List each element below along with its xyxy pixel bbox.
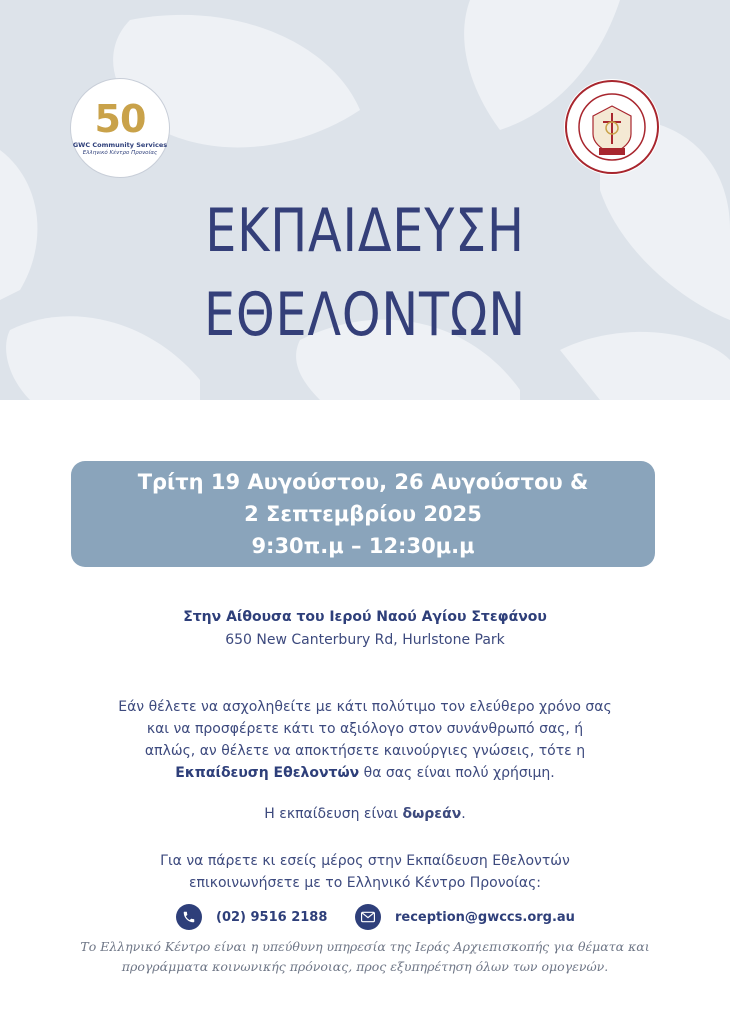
title-line-2: ΕΘΕΛΟΝΤΩΝ: [204, 280, 526, 350]
free-bold: δωρεάν: [402, 806, 462, 822]
intro-line: Εάν θέλετε να ασχοληθείτε με κάτι πολύτιμο τον ελεύθερο χρόνο σας: [118, 699, 612, 715]
intro-line-rest: θα σας είναι πολύ χρήσιμη.: [359, 765, 555, 781]
venue-address: 650 New Canterbury Rd, Hurlstone Park: [225, 632, 505, 648]
logo-org-name: GWC Community Services: [72, 141, 168, 149]
free-prefix: Η εκπαίδευση είναι: [264, 806, 403, 822]
logo-org-greek: Ελληνικό Κέντρο Προνοίας: [82, 150, 158, 156]
dates-line-2: 2 Σεπτεμβρίου 2025: [244, 502, 482, 526]
join-paragraph: [70, 850, 660, 894]
event-dates-box: [71, 461, 655, 567]
footer-line: προγράμματα κοινωνικής πρόνοιας, προς εξυπηρέτηση όλων των ομογενών.: [121, 959, 609, 974]
archdiocese-seal-logo: [563, 78, 661, 176]
intro-line: [70, 762, 660, 784]
intro-line: απλώς, αν θέλετε να αποκτήσετε καινούργιες γνώσεις, τότε η: [144, 743, 586, 759]
logo-number: 50: [94, 97, 146, 141]
phone-number[interactable]: (02) 9516 2188: [216, 909, 328, 925]
envelope-icon: [355, 904, 381, 930]
phone-icon: [176, 904, 202, 930]
venue-name: Στην Αίθουσα του Ιερού Ναού Αγίου Στεφάνου: [183, 609, 547, 625]
join-line: επικοινωνήσετε με το Ελληνικό Κέντρο Προνοίας:: [188, 875, 542, 891]
email-contact[interactable]: [355, 903, 575, 931]
email-address[interactable]: reception@gwccs.org.au: [395, 909, 575, 925]
intro-line: και να προσφέρετε κάτι το αξιόλογο στον συνάνθρωπό σας, ή: [146, 721, 584, 737]
footer-note: [40, 937, 690, 977]
hero-banner: [0, 0, 730, 400]
free-suffix: .: [461, 806, 466, 822]
gwc-50-logo: [70, 78, 170, 178]
intro-paragraph: [70, 696, 660, 784]
program-name-bold: Εκπαίδευση Εθελοντών: [175, 765, 360, 781]
footer-line: Το Ελληνικό Κέντρο είναι η υπεύθυνη υπηρεσία της Ιεράς Αρχιεπισκοπής για θέματα και: [80, 939, 650, 954]
dates-line-1: Τρίτη 19 Αυγούστου, 26 Αυγούστου &: [137, 470, 589, 494]
join-line: Για να πάρετε κι εσείς μέρος στην Εκπαίδευση Εθελοντών: [160, 853, 570, 869]
phone-contact[interactable]: [176, 903, 327, 931]
title-line-1: ΕΚΠΑΙΔΕΥΣΗ: [205, 196, 525, 266]
free-notice: [0, 806, 730, 822]
event-time: 9:30π.μ – 12:30μ.μ: [251, 534, 475, 558]
